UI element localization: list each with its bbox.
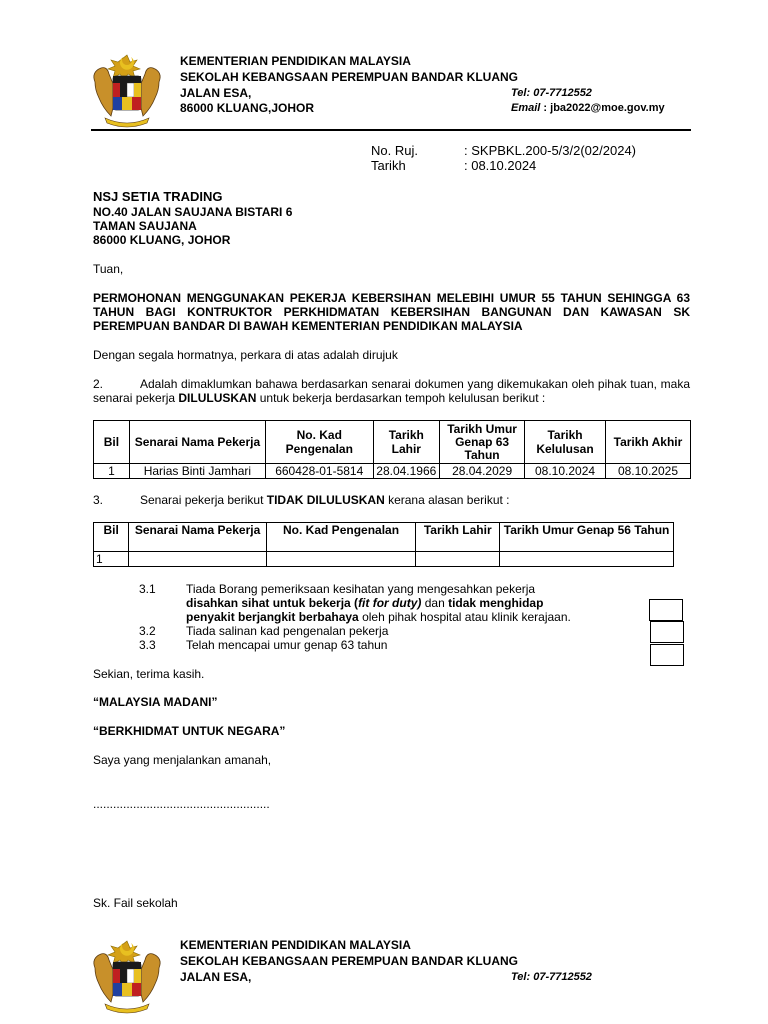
col-approval-date: Tarikh Kelulusan: [525, 421, 606, 464]
col-age-63: Tarikh Umur Genap 63 Tahun: [440, 421, 525, 464]
cell: 28.04.1966: [373, 464, 440, 479]
intro-paragraph: Dengan segala hormatnya, perkara di atas adalah dirujuk: [93, 348, 398, 362]
footer-street: JALAN ESA,: [180, 970, 252, 984]
paragraph-3: [93, 493, 510, 507]
cell: 28.04.2029: [440, 464, 525, 479]
motto-berkhidmat: “BERKHIDMAT UNTUK NEGARA”: [93, 724, 286, 738]
reason-3-1-line1: Tiada Borang pemeriksaan kesihatan yang mengesahkan pekerja: [186, 582, 536, 596]
reason-3-2-text: Tiada salinan kad pengenalan pekerja: [186, 624, 389, 638]
ref-date-label: Tarikh: [371, 158, 406, 173]
para3-number: 3.: [93, 493, 104, 507]
cell: Harias Binti Jamhari: [129, 464, 265, 479]
header-divider: [91, 129, 691, 131]
signature-line: .....................................................: [93, 797, 270, 811]
reason-3-1-bold-c: penyakit berjangkit berbahaya: [186, 610, 359, 624]
paragraph-2: [93, 377, 690, 405]
cell: 1: [94, 552, 129, 567]
letterhead-school: SEKOLAH KEBANGSAAN PEREMPUAN BANDAR KLUANG: [180, 70, 519, 84]
col-ic: No. Kad Pengenalan: [266, 421, 374, 464]
letterhead-city: 86000 KLUANG,JOHOR: [180, 101, 315, 115]
ref-no-label: No. Ruj.: [371, 143, 418, 158]
reason-3-1-number: 3.1: [139, 582, 156, 596]
table-header-row: [94, 421, 691, 464]
cell: [129, 552, 266, 567]
letterhead-email: [511, 102, 665, 114]
recipient-name: NSJ SETIA TRADING: [93, 189, 223, 204]
col-bil: Bil: [94, 523, 129, 552]
cell: [266, 552, 416, 567]
col-age-56: Tarikh Umur Genap 56 Tahun: [500, 523, 674, 552]
para2-text-b: untuk bekerja berdasarkan tempoh kelulusan berikut :: [256, 391, 546, 405]
cell: [500, 552, 674, 567]
letterhead-street: JALAN ESA,: [180, 86, 252, 100]
reason-3-2-checkbox[interactable]: [650, 621, 684, 643]
col-name: Senarai Nama Pekerja: [129, 523, 266, 552]
malaysia-crest-logo-footer: [87, 938, 167, 1018]
cell: 08.10.2025: [605, 464, 690, 479]
para2-text-a: Adalah dimaklumkan bahawa berdasarkan senarai dokumen yang dikemukakan oleh pihak tuan, maka senarai pekerja: [93, 377, 690, 405]
recipient-address-3: 86000 KLUANG, JOHOR: [93, 233, 231, 247]
reason-3-1-bold-b: tidak menghidap: [448, 596, 544, 610]
recipient-address-2: TAMAN SAUJANA: [93, 219, 197, 233]
col-dob: Tarikh Lahir: [373, 421, 440, 464]
footer-school: SEKOLAH KEBANGSAAN PEREMPUAN BANDAR KLUANG: [180, 954, 519, 968]
cell: 08.10.2024: [525, 464, 606, 479]
cell: [416, 552, 500, 567]
cell: 660428-01-5814: [266, 464, 374, 479]
reason-3-3-number: 3.3: [139, 638, 156, 652]
cell: 1: [94, 464, 130, 479]
letterhead-ministry: KEMENTERIAN PENDIDIKAN MALAYSIA: [180, 54, 411, 68]
email-separator: :: [540, 102, 551, 114]
ref-no-value: : SKPBKL.200-5/3/2(02/2024): [464, 143, 637, 158]
table-header-row: [94, 523, 674, 552]
carbon-copy: Sk. Fail sekolah: [93, 896, 178, 910]
table-row: [94, 552, 674, 567]
footer-tel: Tel: 07-7712552: [511, 971, 592, 983]
rejected-workers-table: [93, 522, 674, 567]
para3-bold: TIDAK DILULUSKAN: [266, 493, 385, 507]
sign-off: Saya yang menjalankan amanah,: [93, 753, 272, 767]
col-end-date: Tarikh Akhir: [605, 421, 690, 464]
reason-3-1-text-b: oleh pihak hospital atau klinik kerajaan.: [358, 610, 571, 624]
recipient-address-1: NO.40 JALAN SAUJANA BISTARI 6: [93, 205, 293, 219]
reason-3-1-text: dan: [421, 596, 449, 610]
col-ic: No. Kad Pengenalan: [266, 523, 416, 552]
para2-number: 2.: [93, 377, 104, 391]
reason-3-1-bold-a: disahkan sihat untuk bekerja (: [186, 596, 359, 610]
closing-text: Sekian, terima kasih.: [93, 667, 205, 681]
para2-bold: DILULUSKAN: [178, 391, 257, 405]
motto-malaysia-madani: “MALAYSIA MADANI”: [93, 695, 218, 709]
col-name: Senarai Nama Pekerja: [129, 421, 265, 464]
table-row: [94, 464, 691, 479]
malaysia-crest-logo: [87, 52, 167, 132]
reason-3-1-line3: [186, 610, 571, 624]
ref-date-value: : 08.10.2024: [464, 158, 537, 173]
letter-subject: PERMOHONAN MENGGUNAKAN PEKERJA KEBERSIHAN MELEBIHI UMUR 55 TAHUN SEHINGGA 63 TAHUN BAGI KONTRUKTOR PERKHIDMATAN KEBERSIHAN BANGUNAN DAN KAWASAN SK PEREMPUAN BANDAR DI BAWAH KEMENTERIAN PENDIDIKAN MALAYSIA: [93, 291, 690, 333]
reason-3-2-number: 3.2: [139, 624, 156, 638]
col-dob: Tarikh Lahir: [416, 523, 500, 552]
reason-3-1-checkbox[interactable]: [649, 599, 683, 621]
email-value: jba2022@moe.gov.my: [550, 102, 665, 114]
para3-text-a: Senarai pekerja berikut: [140, 493, 267, 507]
reason-3-3-checkbox[interactable]: [650, 644, 684, 666]
approved-workers-table: [93, 420, 691, 479]
footer-ministry: KEMENTERIAN PENDIDIKAN MALAYSIA: [180, 938, 411, 952]
para3-text-b: kerana alasan berikut :: [384, 493, 510, 507]
salutation: Tuan,: [93, 262, 124, 276]
reason-3-1-italic: fit for duty): [358, 596, 422, 610]
email-label: Email: [511, 102, 541, 114]
letterhead-tel: Tel: 07-7712552: [511, 87, 592, 99]
col-bil: Bil: [94, 421, 130, 464]
reason-3-1-line2: [186, 596, 543, 610]
reason-3-3-text: Telah mencapai umur genap 63 tahun: [186, 638, 388, 652]
